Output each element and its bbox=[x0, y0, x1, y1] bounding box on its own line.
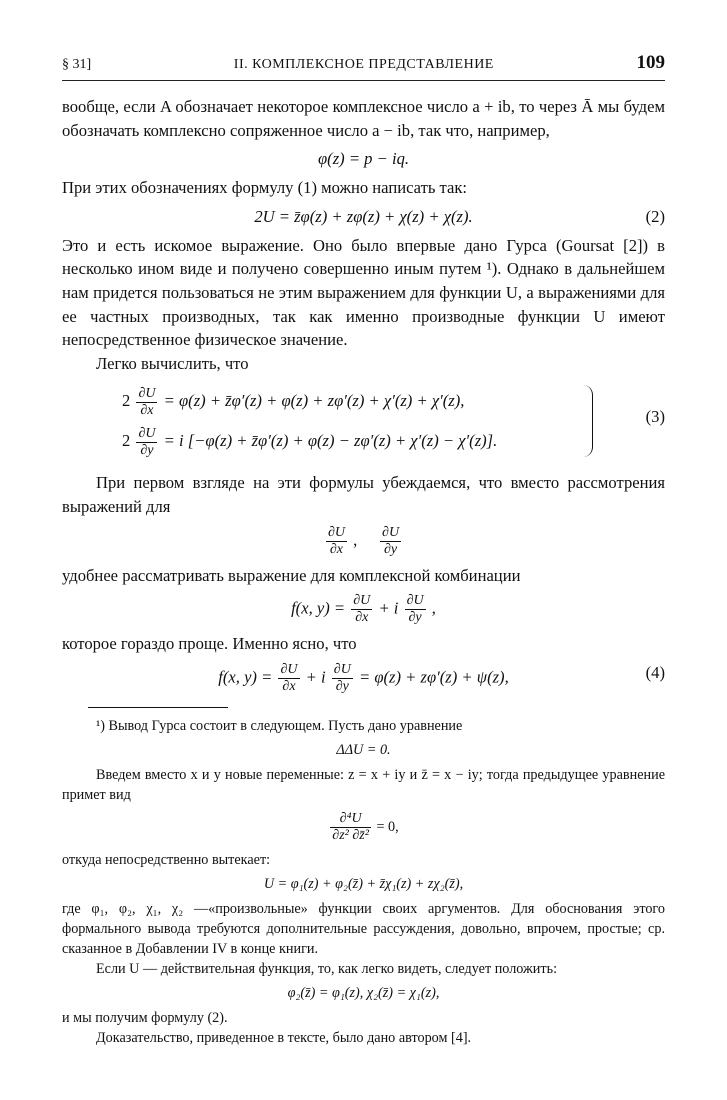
equation-system-3 bbox=[122, 381, 665, 461]
footnote-line-2: Введем вместо x и y новые переменные: z = x + iy и z̄ = x − iy; тогда предыдущее уравнение примет вид bbox=[62, 766, 665, 803]
paragraph-6: удобнее рассматривать выражение для комплексной комбинации bbox=[62, 565, 521, 585]
paragraph-2: При этих обозначениях формулу (1) можно написать так: bbox=[62, 178, 468, 198]
equation-4-fraction-x-numerator: ∂U bbox=[280, 661, 298, 677]
footnote-rule bbox=[88, 707, 228, 708]
page-header bbox=[62, 52, 665, 81]
equation-4-number: (4) bbox=[645, 662, 665, 682]
footnote-equation-rhs: = 0, bbox=[376, 818, 399, 835]
paragraph-5: При первом взгляде на эти формулы убеждаемся, что вместо рассмотрения выражений для bbox=[62, 473, 665, 516]
equation-3a-numerator: ∂U bbox=[138, 386, 156, 402]
equation-f-end: , bbox=[431, 598, 436, 618]
footnote-equation-solution-text: U = φ₁(z) + φ₂(z̄) + z̄χ₁(z) + zχ₂(z̄), bbox=[263, 875, 464, 892]
equation-4 bbox=[62, 662, 665, 695]
equation-3b-numerator: ∂U bbox=[138, 426, 156, 442]
equation-2-number: (2) bbox=[645, 206, 665, 226]
fraction-du-dx-denominator: ∂x bbox=[329, 541, 344, 557]
fraction-du-dx-numerator: ∂U bbox=[327, 524, 345, 540]
equation-f-fraction-x-denominator: ∂x bbox=[355, 610, 369, 626]
fraction-separator: , bbox=[353, 529, 358, 549]
equation-conjugate bbox=[62, 148, 665, 170]
equation-f-fraction-y bbox=[405, 593, 426, 626]
equation-4-fraction-y bbox=[332, 662, 353, 695]
paragraph-7: которое гораздо проще. Именно ясно, что bbox=[62, 634, 357, 654]
fraction-du-dy bbox=[380, 525, 401, 558]
equation-f-fraction-y-denominator: ∂y bbox=[408, 610, 422, 626]
fraction-du-dx bbox=[326, 525, 347, 558]
footnote-line-1: ¹) Вывод Гурса состоит в следующем. Пусть дано уравнение bbox=[96, 717, 463, 734]
equation-4-fraction-y-numerator: ∂U bbox=[333, 661, 351, 677]
footnote-equation-numerator: ∂⁴U bbox=[330, 811, 371, 828]
footnote-equation-laplace bbox=[62, 742, 665, 759]
equation-f-lhs: f(x, y) = bbox=[291, 598, 346, 618]
footnote-equation-derivative bbox=[62, 811, 665, 844]
equation-2-text: 2U = z̄φ(z) + zφ(z) + χ(z) + χ(z). bbox=[254, 206, 473, 226]
right-brace bbox=[582, 385, 593, 457]
equation-f bbox=[62, 593, 665, 626]
equation-3b-fraction bbox=[136, 426, 157, 459]
equation-3-number: (3) bbox=[645, 407, 665, 427]
equation-f-fraction-x bbox=[351, 593, 372, 626]
equation-f-fraction-y-numerator: ∂U bbox=[406, 593, 424, 609]
equation-3a-rhs: = φ(z) + z̄φ′(z) + φ(z) + zφ′(z) + χ′(z) + χ′(z), bbox=[163, 391, 465, 411]
equation-3b-denominator: ∂y bbox=[140, 443, 154, 459]
footnote-equation-real-text: φ₂(z̄) = φ₁(z), χ₂(z̄) = χ₁(z), bbox=[287, 984, 440, 1001]
partial-derivatives-pair bbox=[62, 525, 665, 558]
equation-3a-fraction bbox=[136, 386, 157, 419]
equation-3a-coefficient: 2 bbox=[122, 391, 131, 411]
equation-3b-coefficient: 2 bbox=[122, 431, 131, 451]
equation-f-plus-i: + i bbox=[378, 598, 399, 618]
running-title: II. КОМПЛЕКСНОЕ ПРЕДСТАВЛЕНИЕ bbox=[233, 57, 494, 72]
equation-4-rhs: = φ(z) + zφ′(z) + ψ(z), bbox=[358, 667, 509, 687]
paragraph-4: Легко вычислить, что bbox=[96, 353, 249, 373]
equation-3b-rhs: = i [−φ(z) + z̄φ′(z) + φ(z) − zφ′(z) + χ′(z) − χ′(z)]. bbox=[163, 431, 498, 451]
paragraph-3: Это и есть искомое выражение. Оно было впервые дано Гурса (Goursat [2]) в несколько ином виде и получено совершенно иным путем ¹). Однако в дальнейшем нам придется пользоваться не этим выражением для функции U, а выражениями для ее частных производных, так как именно производные функции U имеют непосредственное физическое значение. bbox=[62, 235, 665, 350]
equation-4-lhs: f(x, y) = bbox=[218, 667, 273, 687]
page-number: 109 bbox=[636, 52, 665, 73]
footnote-line-6: и мы получим формулу (2). bbox=[62, 1009, 228, 1026]
footnote-line-7: Доказательство, приведенное в тексте, было дано автором [4]. bbox=[96, 1029, 472, 1046]
equation-3a-denominator: ∂x bbox=[140, 403, 154, 419]
equation-4-plus-i: + i bbox=[305, 667, 326, 687]
section-marker: § 31] bbox=[62, 57, 92, 72]
footnote-equation-solution bbox=[62, 876, 665, 893]
equation-4-fraction-y-denominator: ∂y bbox=[335, 678, 349, 694]
equation-2 bbox=[62, 206, 665, 228]
equation-4-fraction-x bbox=[278, 662, 299, 695]
footnote-line-3: откуда непосредственно вытекает: bbox=[62, 851, 271, 868]
fraction-du-dy-denominator: ∂y bbox=[383, 541, 398, 557]
footnote-line-4: где φ₁, φ₂, χ₁, χ₂ —«произвольные» функции своих аргументов. Для обоснования этого формального вывода требуются дополнительные рассуждения, довольно, впрочем, простые; ср. сказанное в Добавлении IV в конце книги. bbox=[62, 900, 665, 957]
footnote-equation-fraction bbox=[330, 811, 371, 844]
footnote-equation-real bbox=[62, 985, 665, 1002]
fraction-du-dy-numerator: ∂U bbox=[382, 524, 400, 540]
footnote-equation-laplace-text: ΔΔU = 0. bbox=[336, 741, 391, 758]
equation-4-fraction-x-denominator: ∂x bbox=[282, 678, 296, 694]
paragraph-1: вообще, если A обозначает некоторое комплексное число a + ib, то через Ā мы будем обозначать комплексно сопряженное число a − ib, так что, например, bbox=[62, 97, 665, 140]
equation-conjugate-text: φ(z) = p − iq. bbox=[317, 149, 410, 169]
footnote-equation-denominator: ∂z² ∂z̄² bbox=[332, 827, 369, 843]
footnote-line-5: Если U — действительная функция, то, как легко видеть, следует положить: bbox=[96, 960, 558, 977]
equation-f-fraction-x-numerator: ∂U bbox=[353, 593, 371, 609]
